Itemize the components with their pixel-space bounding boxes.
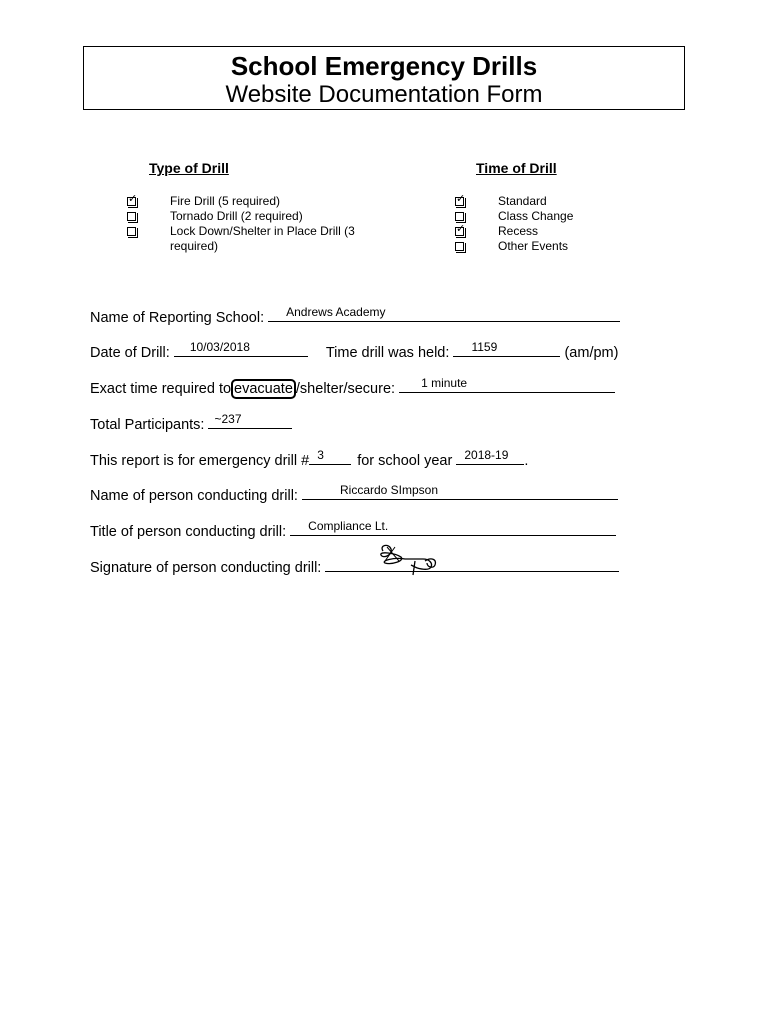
drill-number-value: 3 [317,448,324,462]
person-label: Name of person conducting drill: [90,488,298,504]
signature-label: Signature of person conducting drill: [90,560,322,576]
circled-word: evacuate [231,379,296,399]
checkbox-icon[interactable] [127,212,136,221]
checkbox-icon[interactable] [455,212,464,221]
type-option-label: Fire Drill (5 required) [170,194,281,208]
school-row [90,307,620,326]
school-value: Andrews Academy [286,305,386,319]
report-label-pre: This report is for emergency drill # [90,453,310,469]
person-row [90,485,618,504]
time-option-class-change[interactable] [455,209,573,224]
checkbox-checked-icon[interactable] [455,197,464,206]
participants-row [90,414,292,433]
participants-value: ~237 [214,412,242,426]
form-header [83,46,685,110]
exact-label-post: /shelter/secure: [295,381,396,397]
checkbox-icon[interactable] [455,242,464,251]
time-held-label: Time drill was held: [325,345,450,361]
report-row [90,450,528,469]
time-option-label: Recess [498,224,539,238]
time-held-field[interactable] [453,342,560,357]
title-field[interactable] [290,521,616,536]
title-row [90,521,616,540]
drill-number-field[interactable] [309,450,351,465]
person-field[interactable] [302,485,618,500]
time-option-label: Other Events [498,239,569,253]
report-label-mid: for school year [357,453,453,469]
checkbox-checked-icon[interactable] [455,227,464,236]
participants-field[interactable] [208,414,292,429]
title-value: Compliance Lt. [308,519,389,533]
type-option-lockdown[interactable] [127,224,355,239]
date-row [90,342,618,361]
exact-time-field[interactable] [399,378,615,393]
date-value: 10/03/2018 [189,340,250,354]
title-label: Title of person conducting drill: [90,524,287,540]
time-option-standard[interactable] [455,194,573,209]
school-label: Name of Reporting School: [90,310,265,326]
time-of-drill-list [455,194,573,254]
time-option-other[interactable] [455,239,573,254]
form-subtitle: Website Documentation Form [225,81,543,108]
time-option-recess[interactable] [455,224,573,239]
date-field[interactable] [174,342,308,357]
report-label-end: . [524,453,529,469]
type-option-label: Tornado Drill (2 required) [170,209,303,223]
school-year-value: 2018-19 [464,448,509,462]
type-option-label: required) [170,239,219,253]
type-option-tornado[interactable] [127,209,355,224]
time-of-drill-heading: Time of Drill [476,160,557,176]
signature-scribble [375,543,445,577]
school-field[interactable] [268,307,620,322]
type-of-drill-heading: Type of Drill [149,160,229,176]
type-option-label: Lock Down/Shelter in Place Drill (3 [170,224,355,238]
person-value: Riccardo SImpson [339,483,439,497]
type-option-lockdown-cont [127,239,355,254]
type-of-drill-list [127,194,355,254]
time-option-label: Standard [498,194,547,208]
form-title: School Emergency Drills [230,51,538,81]
exact-time-value: 1 minute [421,376,468,390]
type-option-fire[interactable] [127,194,355,209]
school-year-field[interactable] [456,450,524,465]
time-option-label: Class Change [498,209,574,223]
checkbox-icon[interactable] [127,227,136,236]
signature-field[interactable] [325,557,619,572]
exact-time-row [90,378,615,397]
signature-row [90,557,619,576]
exact-label-pre: Exact time required to [90,381,232,397]
ampm-label: (am/pm) [564,345,619,361]
time-held-value: 1159 [471,340,498,354]
participants-label: Total Participants: [90,417,205,433]
date-label: Date of Drill: [90,345,170,361]
checkbox-checked-icon[interactable] [127,197,136,206]
